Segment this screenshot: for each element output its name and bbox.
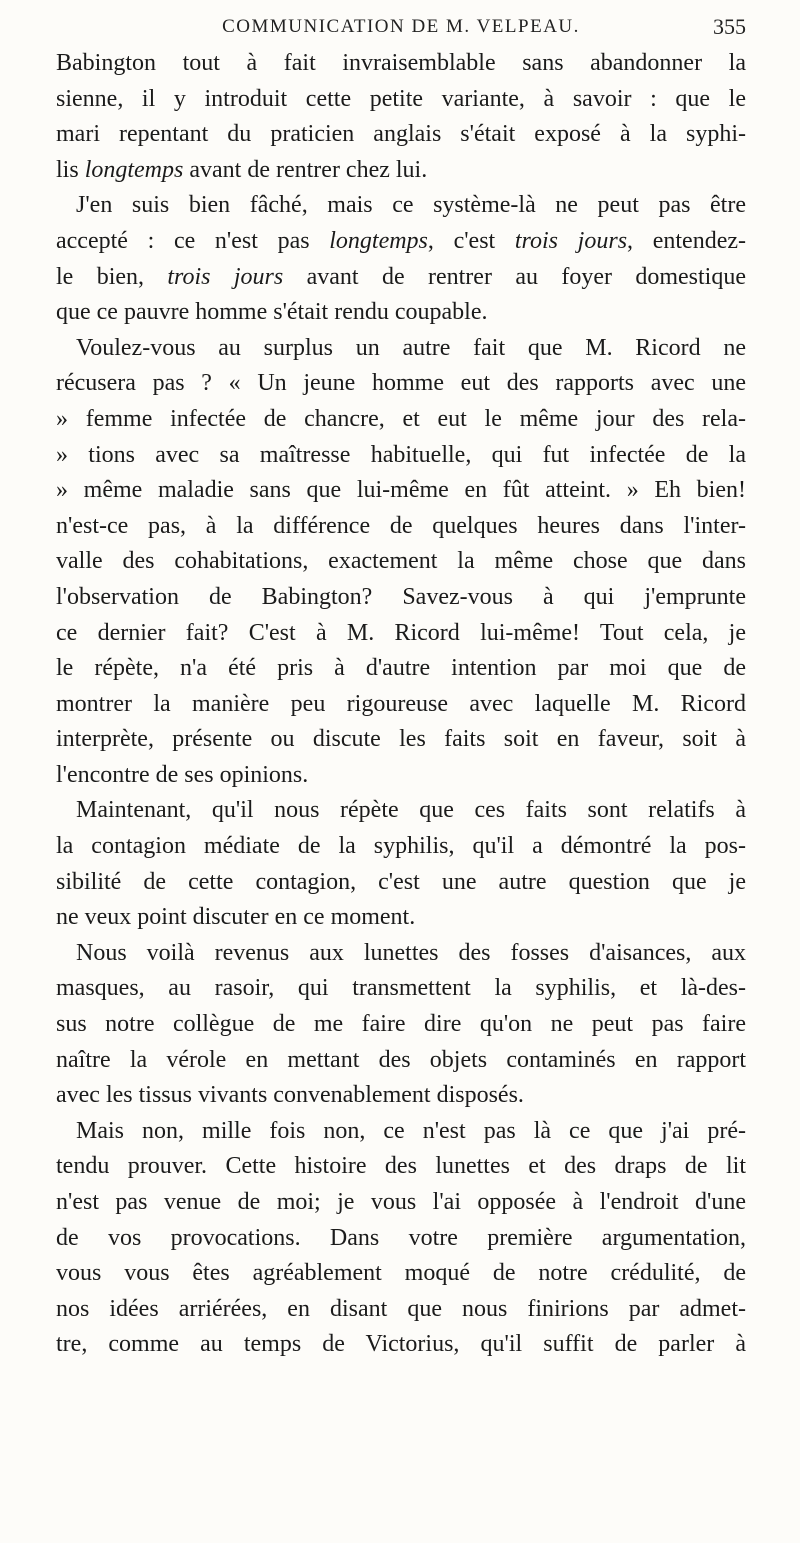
text-line: de vos provocations. Dans votre première argumentation, bbox=[56, 1224, 746, 1251]
text-line: montrer la manière peu rigoureuse avec laquelle M. Ricord bbox=[56, 690, 746, 717]
text-line: tendu prouver. Cette histoire des lunettes et des draps de lit bbox=[56, 1153, 746, 1180]
text-line: l'observation de Babington? Savez-vous à qui j'emprunte bbox=[56, 583, 746, 610]
text-line: ce dernier fait? C'est à M. Ricord lui-même! Tout cela, je bbox=[56, 619, 746, 646]
text-line: masques, au rasoir, qui transmettent la syphilis, et là-des- bbox=[56, 975, 746, 1002]
text-line: valle des cohabitations, exactement la même chose que dans bbox=[56, 548, 746, 575]
text-line: avec les tissus vivants convenablement disposés. bbox=[56, 1082, 524, 1109]
paragraph-start-line: Nous voilà revenus aux lunettes des fosses d'aisances, aux bbox=[76, 939, 746, 966]
text-line: n'est pas venue de moi; je vous l'ai opposée à l'endroit d'une bbox=[56, 1189, 746, 1215]
text-line: que ce pauvre homme s'était rendu coupable. bbox=[56, 299, 488, 326]
paragraph-start-line: Maintenant, qu'il nous répète que ces faits sont relatifs à bbox=[76, 797, 746, 824]
text-line: sus notre collègue de me faire dire qu'on ne peut pas faire bbox=[56, 1011, 746, 1038]
text-line: le bien, trois jours avant de rentrer au foyer domestique bbox=[56, 263, 747, 290]
text-line: nos idées arriérées, en disant que nous finirions par admet- bbox=[56, 1295, 746, 1322]
text-line: la contagion médiate de la syphilis, qu'il a démontré la pos- bbox=[56, 833, 746, 860]
running-title: COMMUNICATION DE M. VELPEAU. bbox=[222, 16, 580, 37]
paragraph-start-line: Mais non, mille fois non, ce n'est pas là ce que j'ai pré- bbox=[76, 1117, 746, 1144]
text-line: tre, comme au temps de Victorius, qu'il suffit de parler à bbox=[56, 1331, 746, 1358]
italic-text: trois jours bbox=[167, 263, 284, 290]
text-line: sienne, il y introduit cette petite variante, à savoir : que le bbox=[56, 85, 746, 112]
paragraph-start-line: J'en suis bien fâché, mais ce système-là ne peut pas être bbox=[76, 192, 746, 219]
text-line: ne veux point discuter en ce moment. bbox=[56, 904, 416, 931]
page-number: 355 bbox=[713, 14, 746, 39]
running-head bbox=[56, 12, 746, 42]
text-line: mari repentant du praticien anglais s'était exposé à la syphi- bbox=[56, 121, 746, 148]
body-text bbox=[56, 46, 746, 1363]
paragraph-start-line: Voulez-vous au surplus un autre fait que M. Ricord ne bbox=[76, 334, 746, 361]
quote-line: » même maladie sans que lui-même en fût atteint. » Eh bien! bbox=[56, 477, 746, 504]
text-line: interprète, présente ou discute les faits soit en faveur, soit à bbox=[56, 726, 746, 753]
italic-text: trois jours bbox=[514, 227, 628, 254]
quote-line: » femme infectée de chancre, et eut le même jour des rela- bbox=[56, 405, 746, 432]
quote-line: » tions avec sa maîtresse habituelle, qui fut infectée de la bbox=[56, 441, 746, 468]
text-line: Babington tout à fait invraisemblable sans abandonner la bbox=[56, 50, 746, 76]
text-line: naître la vérole en mettant des objets contaminés en rapport bbox=[56, 1046, 746, 1073]
text-line: vous vous êtes agréablement moqué de notre crédulité, de bbox=[56, 1260, 746, 1287]
text-line: n'est-ce pas, à la différence de quelques heures dans l'inter- bbox=[56, 512, 746, 539]
text-line: accepté : ce n'est pas longtemps, c'est trois jours, entendez- bbox=[56, 227, 746, 254]
text-line: l'encontre de ses opinions. bbox=[56, 761, 309, 788]
text-line: lis longtemps avant de rentrer chez lui. bbox=[56, 156, 428, 183]
text-line: sibilité de cette contagion, c'est une autre question que je bbox=[56, 868, 746, 895]
text-line: récusera pas ? « Un jeune homme eut des rapports avec une bbox=[56, 370, 746, 397]
italic-text: longtemps bbox=[84, 156, 184, 183]
text-line: le répète, n'a été pris à d'autre intention par moi que de bbox=[56, 655, 746, 682]
italic-text: longtemps bbox=[329, 227, 428, 254]
